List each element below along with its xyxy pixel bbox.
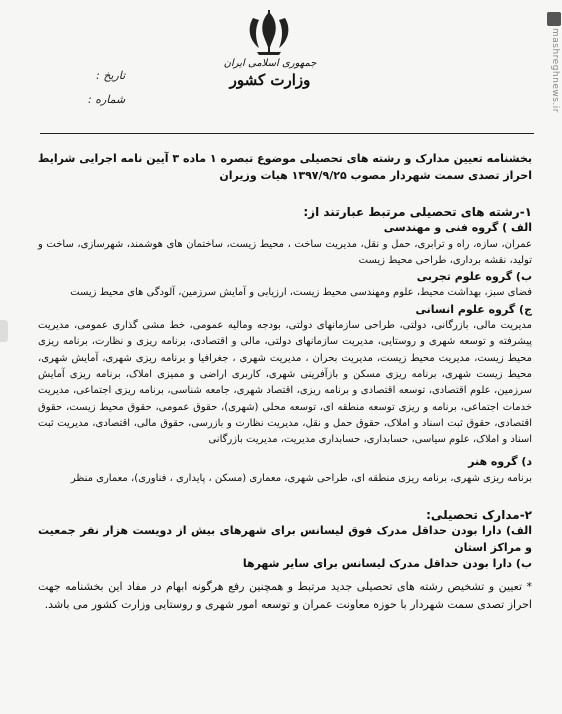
iran-emblem-icon [243,8,295,56]
ministry-header [205,58,335,89]
ministry-name: وزارت کشور [229,71,311,89]
header-divider [40,133,534,134]
letter-body [38,150,532,614]
date-label: تاریخ : [96,69,126,82]
group-title: ج) گروه علوم انسانی [415,302,532,316]
group-title: د) گروه هنر [468,455,532,469]
side-handle-icon [0,320,8,342]
note-paragraph: * تعیین و تشخیص رشته های تحصیلی جدید مرتبط و همچنین رفع هرگونه ابهام در مفاد این بخشنامه جهت احراز تصدی سمت شهردار با حوزه معاونت عمران و توسعه امور شهری و روستایی وزارت کشور می باشد. [38,580,532,612]
number-label: شماره : [88,93,126,106]
section-heading: ۱-رشته های تحصیلی مرتبط عبارتند از: [303,205,532,219]
republic-text: جمهوری اسلامی ایران [223,58,317,69]
watermark-text: mashreghnews.ir [550,28,560,113]
group-body: برنامه ریزی شهری، برنامه ریزی منطقه ای، طراحی شهری، معماری (مسکن ، پایداری ، فناوری)، معماری منظر [70,472,532,484]
letter-meta [88,64,125,112]
group-body: فضای سبز، بهداشت محیط، علوم ومهندسی محیط زیست، ارزیابی و آمایش سرزمین، آلودگی های محیط زیست [70,287,532,299]
group-title: الف ) گروه فنی و مهندسی [383,221,532,235]
degree-item: ب) دارا بودن حداقل مدرک لیسانس برای سایر شهرها [242,556,532,570]
group-title: ب) گروه علوم تجربی [416,270,532,284]
degree-item: الف) دارا بودن حداقل مدرک فوق لیسانس برای شهرهای بیش از دویست هزار نفر جمعیت و مراکز استان [38,524,532,554]
section-heading: ۲-مدارک تحصیلی: [426,508,532,523]
group-body: مدیریت مالی، بازرگانی، دولتی، طراحی سازمانهای دولتی، بودجه ومالیه عمومی، خط مشی گذاری عمومی، مدیریت پیشرفته و توسعه شهری و روستایی، مدیریت سازمانهای دولتی، مالی و اقتصادی، برنامه ریزی و نظارت، برنامه ریزی محیط زیست، مدیریت محیط زیست، مدیریت بحران ، مدیریت شهری ، جغرافیا و برنامه ریزی شهری، آمایش شهری، محیط زیست شهری، برنامه ریزی مسکن و بازآفرینی شهری، کاربری اراضی و ممیزی املاک، برنامه ریزی آمایش سرزمین، علوم اقتصادی، توسعه اقتصادی و برنامه ریزی، اقتصاد شهری، جامعه شناسی، برنامه ریزی اجتماعی، مدیریت خدمات اجتماعی، برنامه و ریزی توسعه منطقه ای، توسعه محلی (شهری)، حقوق عمومی، حقوق محیط زیست، حقوق اقتصادی، حقوق ثبت اسناد و املاک، حقوق حمل و نقل، مدیریت نظارت و بازرسی، حقوق مالی، اقتصادی، مدیریت ثبت اسناد و املاک، علوم سیاسی، حسابداری، حسابداری مدیریت، مدیریت بازرگانی [38,320,532,446]
watermark-logo-icon [547,12,561,26]
document-title: بخشنامه تعیین مدارک و رشته های تحصیلی موضوع تبصره ۱ ماده ۳ آیین نامه اجرایی شرایط احراز تصدی سمت شهردار مصوب ۱۳۹۷/۹/۲۵ هیات وزیران [38,152,533,182]
group-body: عمران، سازه، راه و ترابری، حمل و نقل، مدیریت ساخت ، محیط زیست، ساختمان های هوشمند، شهرسازی، ساخت و تولید، نقشه برداری، طراحی محیط زیست [38,238,532,266]
